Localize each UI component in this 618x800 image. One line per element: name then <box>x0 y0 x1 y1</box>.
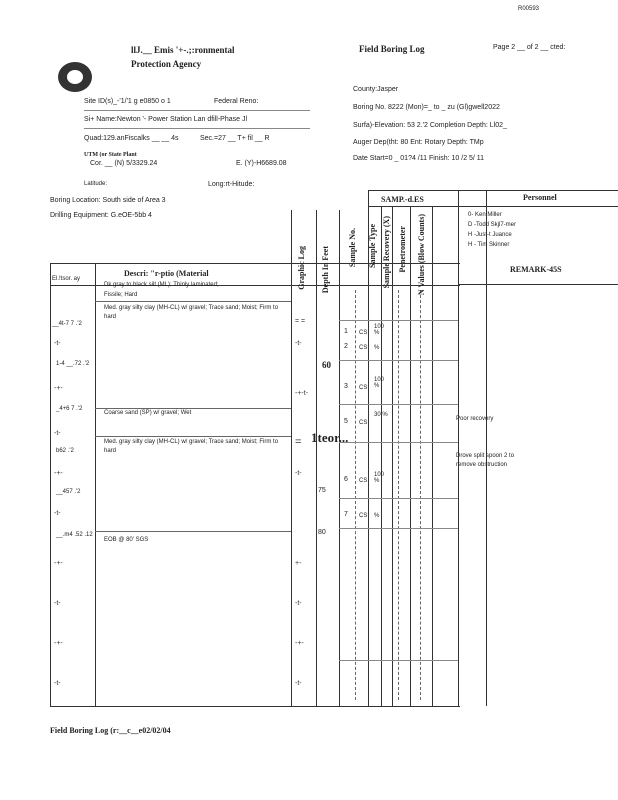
sample-number: 5 <box>344 418 348 425</box>
agency-line-1: llJ.__ Emis '+-.;:ronmental <box>131 45 235 55</box>
sample-type-header: Sample Type <box>368 224 377 268</box>
depth-mark: 1teor... <box>311 430 349 445</box>
drilling-equipment-field: Drilling Equipment: G.eOE-5bb 4 <box>50 212 152 219</box>
sample-type: CS <box>359 345 368 351</box>
sample-type: CS <box>359 478 368 484</box>
elevation-value: b62 .'2 <box>56 448 74 454</box>
elevation-column-header: El.!tsor. ay <box>52 276 81 282</box>
elevation-field: Surfa)-Elevation: 53 2.'2 Completion Depth: Ll02_ <box>353 122 507 129</box>
epa-logo <box>58 62 92 92</box>
personnel-list <box>468 210 516 250</box>
site-id-field: Site ID(s)_-'1/'1 g e0850 o 1 <box>84 98 171 105</box>
remark-text: Poor recovery <box>456 416 494 422</box>
sample-type: CS <box>359 513 368 519</box>
sample-recovery: % <box>374 513 380 519</box>
graphic-log-header: Graphic Log <box>297 246 306 290</box>
page-number: Page 2 __ of 2 __ cted: <box>493 44 566 51</box>
depth-mark: 60 <box>322 360 331 370</box>
auger-depth-field: Auger Dep(tht: 80 Ent: Rotary Depth: TMp <box>353 139 484 146</box>
personnel-item: H - Tim Skinner <box>468 242 510 248</box>
elevation-value: 1-4 __.72 .'2 <box>56 361 90 367</box>
page-stamp: R00593 <box>518 6 540 12</box>
material-description: Coarse sand (SP) w/ gravel; Wet <box>104 410 192 416</box>
sample-recovery: % <box>374 345 380 351</box>
remark-text: Drove split spoon 2 to remove obstruction <box>456 453 515 468</box>
material-description: Med. gray silty clay (MH-CL) w/ gravel; Trace sand; Moist; Firm to hard <box>104 439 279 454</box>
recovery-header: Sample Recovery (X) <box>382 216 391 289</box>
personnel-item: H -Just-t Juance <box>468 232 512 238</box>
sample-type: CS <box>359 385 368 391</box>
sample-recovery: 30 % <box>374 412 388 418</box>
sample-number: 2 <box>344 343 348 350</box>
remarks-header: REMARK-45S <box>510 265 562 274</box>
site-name-field: Si+ Name:Newton '- Power Station Lan dfill-Phase Jl <box>84 116 247 123</box>
samples-header: SAMP.-d.ES <box>381 195 424 204</box>
personnel-item: D -Todd Skjl7-mer <box>468 222 517 228</box>
n-values-header: N Values (Blow Counts) <box>417 214 426 296</box>
depth-mark: 75 <box>318 487 326 494</box>
sample-number: 1 <box>344 328 348 335</box>
elevation-value: __4t-7 7 .'2 <box>52 321 82 327</box>
penetrometer-header: Penetrometer <box>398 226 407 273</box>
sample-no-header: Sample No. <box>348 228 357 268</box>
sample-recovery: 100 % <box>374 377 385 389</box>
section-field: Sec.=27 __ T+ fil __ R <box>200 135 270 142</box>
material-description: Fissile; Hard <box>104 292 138 298</box>
sample-type: CS <box>359 330 368 336</box>
depth-mark: 80 <box>318 529 326 536</box>
material-description: Med. gray silty clay (MH-CL) w/ gravel; Trace sand; Moist; Firm to hard <box>104 305 279 320</box>
sample-type: CS <box>359 420 368 426</box>
elevation-value: __.m4 .52 .12 <box>56 532 93 538</box>
sample-number: 7 <box>344 511 348 518</box>
utm-east-field: E. (Y)-H6689.08 <box>236 160 287 167</box>
county-field: County:Jasper <box>353 86 399 93</box>
boring-location-field: Boring Location: South side of Area 3 <box>50 197 166 204</box>
federal-field: Federal Reno: <box>214 98 259 105</box>
personnel-header: Personnel <box>523 193 557 202</box>
material-description: EOB @ 80' SGS <box>104 537 149 543</box>
utm-label: UTM (or State Plant <box>84 152 137 158</box>
personnel-item: 0- Ken Miller <box>468 212 502 218</box>
quad-field: Quad:129.anFiscalks __ __ 4s <box>84 135 179 142</box>
sample-recovery: 100 % <box>374 472 385 484</box>
boring-no-field: Boring No. 8222 (Mon)=_ to _ zu (Gl)gwell2022 <box>353 104 500 111</box>
elevation-value: _4+6 7 .'2 <box>56 406 83 412</box>
utm-north-field: Cor. __ (N) 5/3329.24 <box>90 160 158 167</box>
sample-number: 3 <box>344 383 348 390</box>
sample-number: 6 <box>344 476 348 483</box>
material-description: Dk gray to black silt (ML): Thinly laminated; <box>104 282 219 288</box>
latitude-field: Latitude: <box>84 181 108 187</box>
form-footer: Field Boring Log (r:__c__e02/02/04 <box>50 726 171 735</box>
date-field: Date Start=0 _ 01?4 /11 Finish: 10 /2 5/ 11 <box>353 155 485 162</box>
sample-recovery: 100 % <box>374 324 385 336</box>
longitude-field: Long:rt-Hitude: <box>208 181 255 188</box>
agency-line-2: Protection Agency <box>131 59 202 69</box>
depth-header: Depth In Feet <box>321 246 330 294</box>
description-column-header: Descri: "r-ptio (Material <box>124 269 209 278</box>
elevation-value: __457 .'2 <box>56 489 81 495</box>
form-title: Field Boring Log <box>359 44 425 54</box>
